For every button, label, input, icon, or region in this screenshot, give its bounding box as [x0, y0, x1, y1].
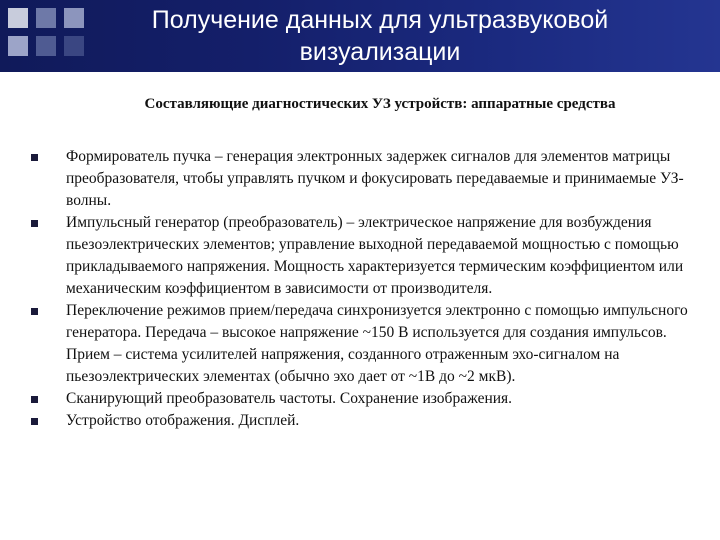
deco-square: [64, 36, 84, 56]
slide-title-line: Получение данных для ультразвуковой: [151, 6, 609, 34]
square-bullet-icon: [31, 220, 38, 227]
deco-square: [64, 8, 84, 28]
list-item-text: Сканирующий преобразователь частоты. Сохранение изображения.: [66, 390, 513, 407]
list-item: [12, 146, 712, 212]
list-item-text: Переключение режимов прием/передача синхронизуется электронно с помощью импульсного генератора. Передача – высокое напряжение ~150 В используется для создания импульсов. Прием – система усилителей напряжения, созданного отраженным эхо-сигналом на пьезоэлектрических элементах (обычно эхо дает от ~1В до ~2 мкВ).: [66, 302, 688, 385]
deco-square: [36, 36, 56, 56]
slide-title: [100, 4, 660, 68]
square-bullet-icon: [31, 396, 38, 403]
list-item: [12, 300, 712, 388]
decorative-squares: [0, 0, 92, 72]
deco-square: [8, 8, 28, 28]
square-bullet-icon: [31, 418, 38, 425]
square-bullet-icon: [31, 308, 38, 315]
slide-subtitle: Составляющие диагностических УЗ устройств: аппаратные средства: [144, 96, 616, 112]
list-item-text: Устройство отображения. Дисплей.: [66, 412, 300, 429]
deco-square: [8, 36, 28, 56]
bullet-list: [12, 146, 712, 432]
list-item: [12, 410, 712, 432]
list-item-text: Импульсный генератор (преобразователь) – электрическое напряжение для возбуждения пьезоэлектрических элементов; управление выходной передаваемой мощностью с помощью прикладываемого напряжения. Мощность характеризуется термическим коэффициентом или механическим коэффициентом в зависимости от производителя.: [66, 214, 684, 297]
square-bullet-icon: [31, 154, 38, 161]
slide-header: [0, 0, 720, 72]
list-item: [12, 388, 712, 410]
list-item-text: Формирователь пучка – генерация электронных задержек сигналов для элементов матрицы преобразователя, чтобы управлять пучком и фокусировать передаваемые и принимаемые УЗ-волны.: [66, 148, 684, 209]
slide-title-line: визуализации: [299, 38, 461, 66]
list-item: [12, 212, 712, 300]
deco-square: [36, 8, 56, 28]
